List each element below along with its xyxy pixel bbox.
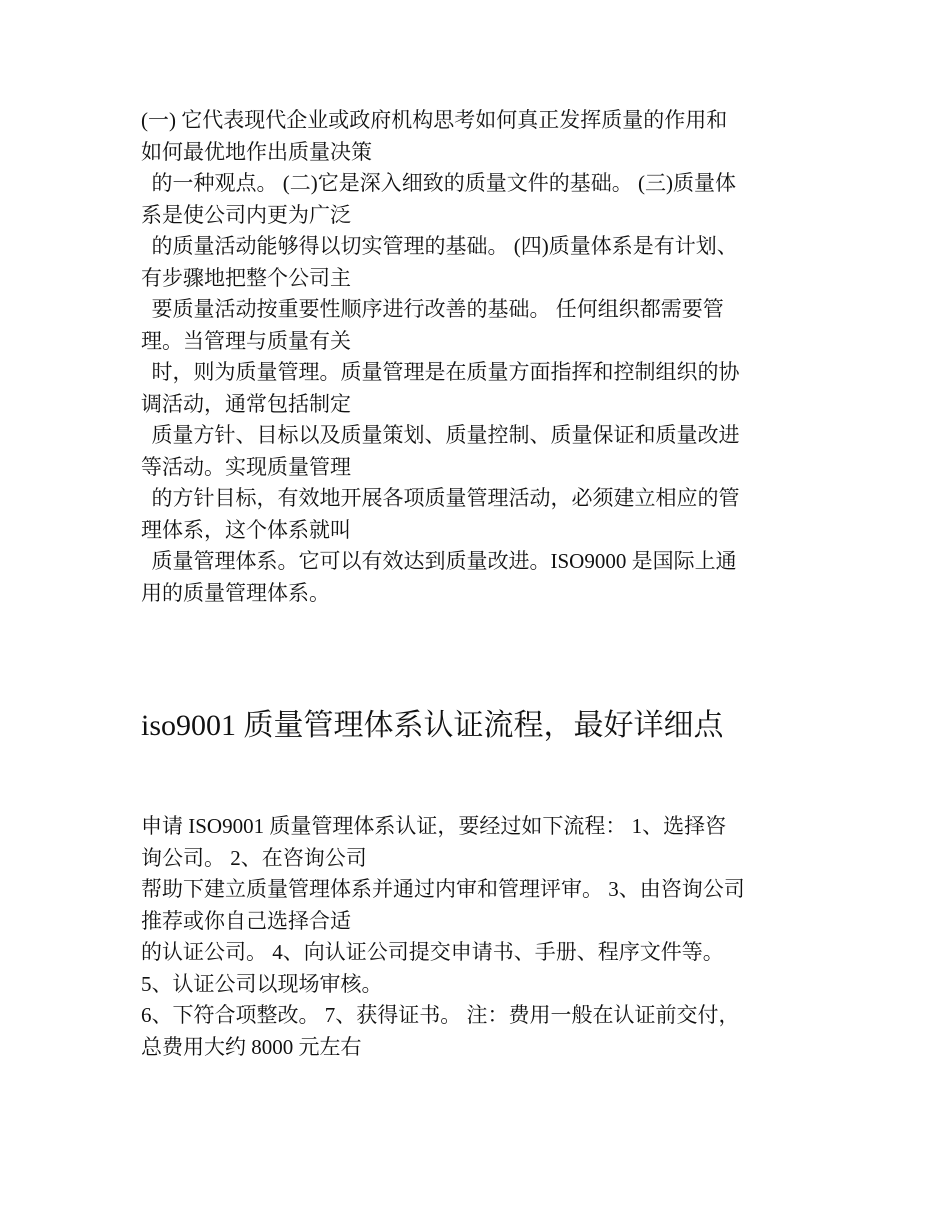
text-line: 帮助下建立质量管理体系并通过内审和管理评审。 3、由咨询公司	[141, 877, 745, 901]
text-line: 的质量活动能够得以切实管理的基础。 (四)质量体系是有计划、	[141, 234, 738, 258]
text-line: 推荐或你自己选择合适	[141, 908, 351, 933]
document-page	[141, 105, 811, 1063]
text-line: 的方针目标，有效地开展各项质量管理活动，必须建立相应的管	[141, 486, 740, 510]
text-line: 系是使公司内更为广泛	[141, 202, 351, 227]
text-line: 询公司。 2、在咨询公司	[141, 845, 367, 870]
text-line: 如何最优地作出质量决策	[141, 139, 372, 164]
text-line: 要质量活动按重要性顺序进行改善的基础。 任何组织都需要管	[141, 297, 724, 321]
text-line: 的一种观点。 (二)它是深入细致的质量文件的基础。 (三)质量体	[141, 171, 736, 195]
text-line: 质量管理体系。它可以有效达到质量改进。ISO9000 是国际上通	[141, 549, 737, 573]
intro-paragraph	[141, 105, 811, 609]
text-line: 申请 ISO9001 质量管理体系认证，要经过如下流程： 1、选择咨	[141, 814, 727, 838]
text-line: 用的质量管理体系。	[141, 580, 330, 605]
text-line: 等活动。实现质量管理	[141, 454, 351, 479]
text-line: 时，则为质量管理。质量管理是在质量方面指挥和控制组织的协	[141, 360, 740, 384]
text-line: 5、认证公司以现场审核。	[141, 971, 383, 996]
question-heading: iso9001 质量管理体系认证流程，最好详细点	[141, 709, 724, 742]
text-line: 6、下符合项整改。 7、获得证书。 注：费用一般在认证前交付，	[141, 1003, 740, 1027]
text-line: 的认证公司。 4、向认证公司提交申请书、手册、程序文件等。	[141, 940, 724, 964]
text-line: 理体系，这个体系就叫	[141, 517, 351, 542]
text-line: 理。当管理与质量有关	[141, 328, 351, 353]
text-line: 总费用大约 8000 元左右	[141, 1034, 362, 1059]
answer-paragraph	[141, 811, 811, 1063]
text-line: 质量方针、目标以及质量策划、质量控制、质量保证和质量改进	[141, 423, 740, 447]
text-line: (一) 它代表现代企业或政府机构思考如何真正发挥质量的作用和	[141, 108, 728, 132]
text-line: 调活动，通常包括制定	[141, 391, 351, 416]
text-line: 有步骤地把整个公司主	[141, 265, 351, 290]
